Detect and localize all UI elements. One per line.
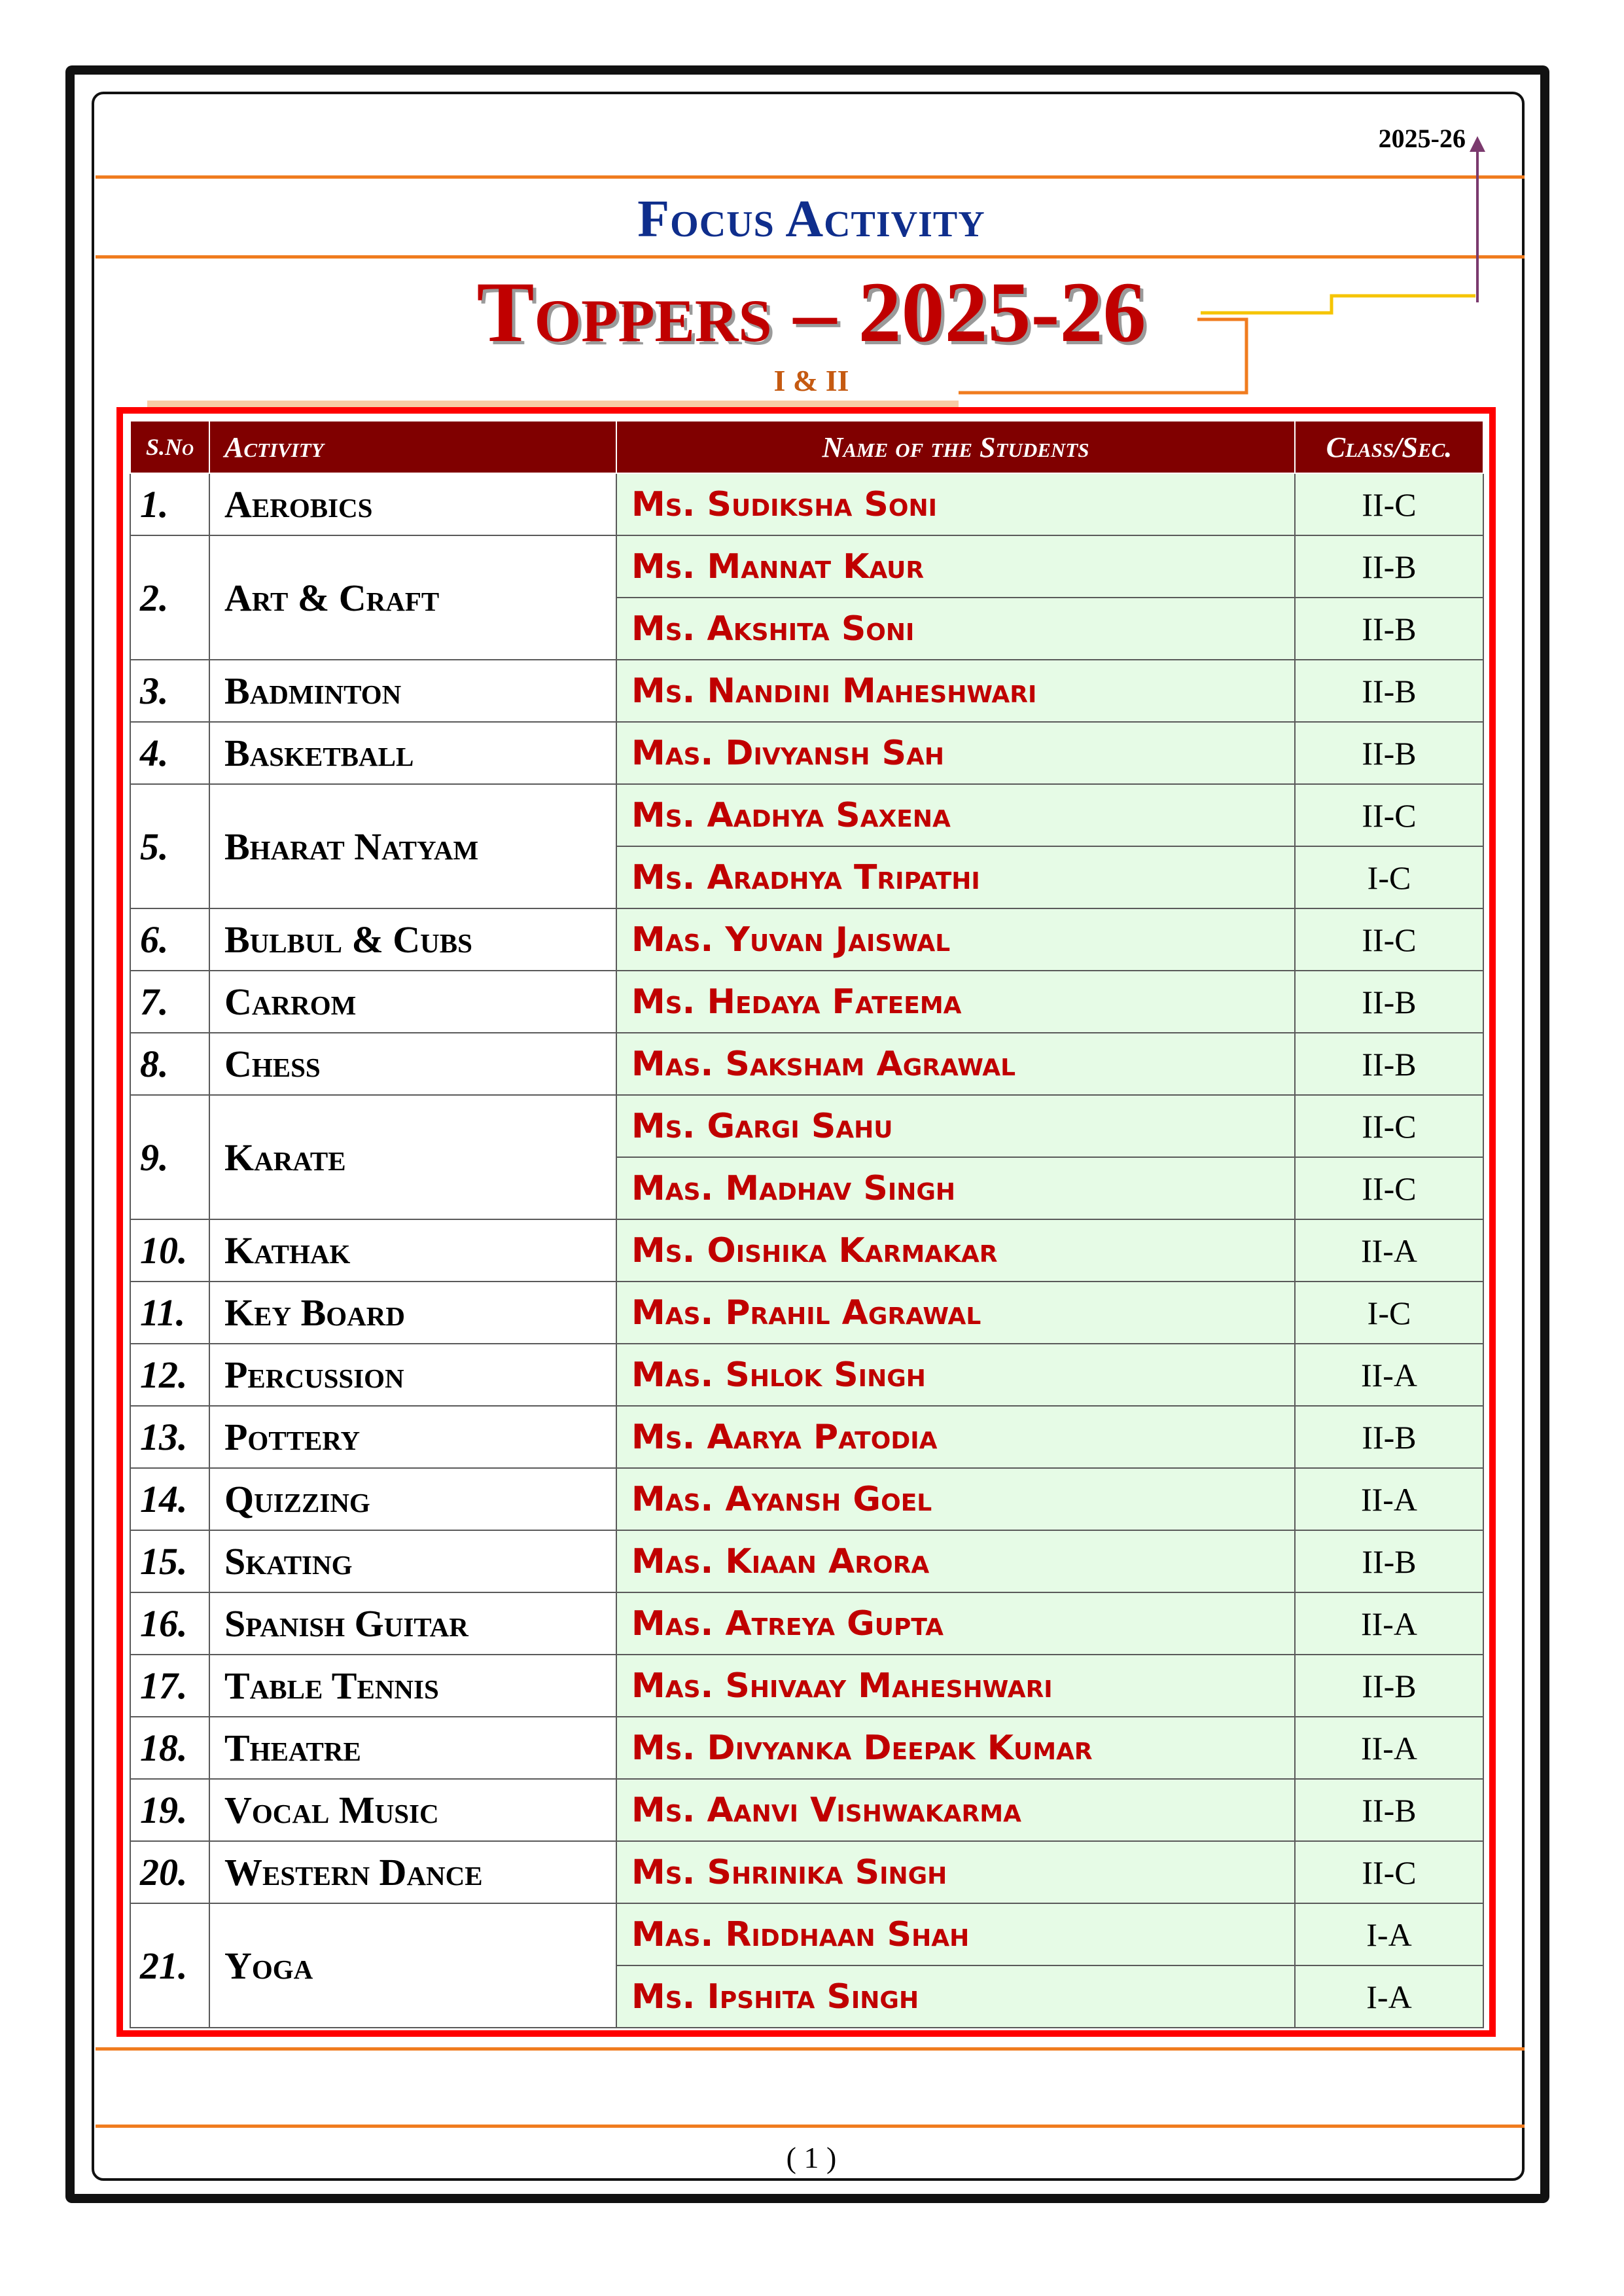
class-section-cell: II-A [1295, 1717, 1483, 1779]
table-row [130, 1779, 1483, 1841]
header-student-names: Name of the Students [616, 421, 1295, 473]
serial-number-cell: 4. [130, 722, 209, 784]
table-row [130, 1530, 1483, 1592]
student-name-cell: Ms. Akshita Soni [616, 598, 1295, 660]
table-row [130, 660, 1483, 722]
serial-number-cell: 14. [130, 1468, 209, 1530]
student-name-cell: Mas. Yuvan Jaiswal [616, 908, 1295, 971]
table-row [130, 1841, 1483, 1903]
student-name-cell: Ms. Shrinika Singh [616, 1841, 1295, 1903]
table-row [130, 1219, 1483, 1282]
student-name-cell: Mas. Shlok Singh [616, 1344, 1295, 1406]
footer-rule-bottom [96, 2125, 1525, 2128]
table-row [130, 1282, 1483, 1344]
student-name-cell: Mas. Shivaay Maheshwari [616, 1655, 1295, 1717]
table-row [130, 1903, 1483, 1965]
student-name-cell: Ms. Nandini Maheshwari [616, 660, 1295, 722]
activity-cell: Percussion [209, 1344, 616, 1406]
serial-number-cell: 11. [130, 1282, 209, 1344]
student-name-cell: Mas. Ayansh Goel [616, 1468, 1295, 1530]
class-section-cell: II-B [1295, 722, 1483, 784]
serial-number-cell: 15. [130, 1530, 209, 1592]
activity-cell: Carrom [209, 971, 616, 1033]
student-name-cell: Mas. Riddhaan Shah [616, 1903, 1295, 1965]
serial-number-cell: 18. [130, 1717, 209, 1779]
class-section-cell: II-B [1295, 1530, 1483, 1592]
class-section-cell: II-C [1295, 784, 1483, 846]
table-row [130, 1344, 1483, 1406]
serial-number-cell: 20. [130, 1841, 209, 1903]
class-section-cell: II-C [1295, 1095, 1483, 1157]
header-class-section: Class/Sec. [1295, 421, 1483, 473]
classes-subtitle: I & II [773, 364, 849, 397]
student-name-cell: Ms. Oishika Karmakar [616, 1219, 1295, 1282]
activity-cell: Spanish Guitar [209, 1592, 616, 1655]
class-section-cell: II-B [1295, 535, 1483, 598]
class-section-cell: I-A [1295, 1965, 1483, 2028]
table-row [130, 535, 1483, 598]
table-row [130, 1468, 1483, 1530]
serial-number-cell: 5. [130, 784, 209, 908]
serial-number-cell: 1. [130, 473, 209, 535]
class-section-cell: II-C [1295, 1157, 1483, 1219]
table-row [130, 1033, 1483, 1095]
focus-activity-title: Focus Activity [637, 190, 985, 248]
toppers-title: Toppers – 2025-26 [476, 264, 1146, 360]
class-section-cell: II-B [1295, 1655, 1483, 1717]
serial-number-cell: 9. [130, 1095, 209, 1219]
table-row [130, 1717, 1483, 1779]
activity-cell: Theatre [209, 1717, 616, 1779]
class-section-cell: II-B [1295, 971, 1483, 1033]
year-tag: 2025-26 [1378, 124, 1466, 153]
activity-cell: Chess [209, 1033, 616, 1095]
student-name-cell: Mas. Saksham Agrawal [616, 1033, 1295, 1095]
class-section-cell: II-A [1295, 1592, 1483, 1655]
header-activity: Activity [209, 421, 616, 473]
serial-number-cell: 16. [130, 1592, 209, 1655]
class-section-cell: II-B [1295, 598, 1483, 660]
serial-number-cell: 17. [130, 1655, 209, 1717]
table-row [130, 1655, 1483, 1717]
student-name-cell: Ms. Hedaya Fateema [616, 971, 1295, 1033]
student-name-cell: Mas. Prahil Agrawal [616, 1282, 1295, 1344]
table-row [130, 971, 1483, 1033]
activity-cell: Aerobics [209, 473, 616, 535]
arrow-up-icon [1470, 136, 1485, 152]
activity-cell: Art & Craft [209, 535, 616, 660]
serial-number-cell: 8. [130, 1033, 209, 1095]
student-name-cell: Mas. Kiaan Arora [616, 1530, 1295, 1592]
page-number: ( 1 ) [786, 2141, 837, 2174]
footer-rule-top [96, 2047, 1525, 2051]
activity-cell: Table Tennis [209, 1655, 616, 1717]
table-row [130, 1592, 1483, 1655]
class-section-cell: II-B [1295, 660, 1483, 722]
activity-cell: Pottery [209, 1406, 616, 1468]
activity-cell: Yoga [209, 1903, 616, 2028]
activity-cell: Skating [209, 1530, 616, 1592]
class-section-cell: II-C [1295, 1841, 1483, 1903]
activity-cell: Vocal Music [209, 1779, 616, 1841]
serial-number-cell: 6. [130, 908, 209, 971]
student-name-cell: Ms. Aradhya Tripathi [616, 846, 1295, 908]
student-name-cell: Mas. Madhav Singh [616, 1157, 1295, 1219]
student-name-cell: Ms. Divyanka Deepak Kumar [616, 1717, 1295, 1779]
serial-number-cell: 12. [130, 1344, 209, 1406]
serial-number-cell: 7. [130, 971, 209, 1033]
serial-number-cell: 2. [130, 535, 209, 660]
student-name-cell: Mas. Divyansh Sah [616, 722, 1295, 784]
header-sno: S.No [130, 421, 209, 473]
student-name-cell: Ms. Sudiksha Soni [616, 473, 1295, 535]
activity-cell: Badminton [209, 660, 616, 722]
serial-number-cell: 10. [130, 1219, 209, 1282]
student-name-cell: Ms. Ipshita Singh [616, 1965, 1295, 2028]
class-section-cell: II-B [1295, 1406, 1483, 1468]
activity-cell: Quizzing [209, 1468, 616, 1530]
activity-cell: Bulbul & Cubs [209, 908, 616, 971]
table-row [130, 722, 1483, 784]
table-header-row [130, 421, 1483, 473]
class-section-cell: II-A [1295, 1468, 1483, 1530]
student-name-cell: Ms. Aadhya Saxena [616, 784, 1295, 846]
table-row [130, 784, 1483, 846]
serial-number-cell: 21. [130, 1903, 209, 2028]
activity-cell: Kathak [209, 1219, 616, 1282]
serial-number-cell: 13. [130, 1406, 209, 1468]
class-section-cell: I-C [1295, 1282, 1483, 1344]
table-row [130, 473, 1483, 535]
table-row [130, 1406, 1483, 1468]
serial-number-cell: 19. [130, 1779, 209, 1841]
table-body [130, 473, 1483, 2028]
toppers-table [130, 420, 1484, 2028]
table-row [130, 908, 1483, 971]
student-name-cell: Ms. Aanvi Vishwakarma [616, 1779, 1295, 1841]
activity-cell: Key Board [209, 1282, 616, 1344]
class-section-cell: I-C [1295, 846, 1483, 908]
class-section-cell: II-B [1295, 1779, 1483, 1841]
student-name-cell: Ms. Aarya Patodia [616, 1406, 1295, 1468]
activity-cell: Karate [209, 1095, 616, 1219]
class-section-cell: II-A [1295, 1219, 1483, 1282]
class-section-cell: II-A [1295, 1344, 1483, 1406]
table-row [130, 1095, 1483, 1157]
student-name-cell: Ms. Gargi Sahu [616, 1095, 1295, 1157]
class-section-cell: I-A [1295, 1903, 1483, 1965]
class-section-cell: II-C [1295, 473, 1483, 535]
serial-number-cell: 3. [130, 660, 209, 722]
activity-cell: Western Dance [209, 1841, 616, 1903]
student-name-cell: Ms. Mannat Kaur [616, 535, 1295, 598]
activity-cell: Basketball [209, 722, 616, 784]
activity-cell: Bharat Natyam [209, 784, 616, 908]
class-section-cell: II-C [1295, 908, 1483, 971]
class-section-cell: II-B [1295, 1033, 1483, 1095]
student-name-cell: Mas. Atreya Gupta [616, 1592, 1295, 1655]
